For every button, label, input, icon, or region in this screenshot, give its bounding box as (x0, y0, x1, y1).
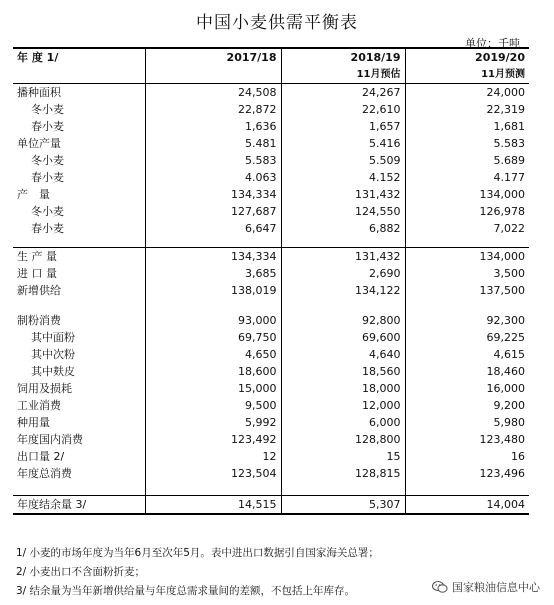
table-row (13, 363, 529, 380)
header-label: 年 度 1/ (13, 48, 145, 66)
row-label: 年度国内消费 (17, 433, 83, 446)
wechat-icon (432, 580, 448, 594)
cell-value: 22,319 (405, 101, 529, 118)
row-label: 冬小麦 (31, 154, 64, 167)
cell-value: 15 (281, 448, 405, 465)
cell-value: 4,615 (405, 346, 529, 363)
cell-value: 4.063 (145, 169, 281, 186)
table-row (13, 431, 529, 448)
header-subrow (13, 66, 529, 84)
row-label: 工业消费 (17, 399, 61, 412)
cell-value: 4.177 (405, 169, 529, 186)
table-row (13, 329, 529, 346)
cell-value: 123,504 (145, 465, 281, 482)
cell-value: 131,432 (281, 248, 405, 266)
cell-value: 1,657 (281, 118, 405, 135)
watermark-text: 国家粮油信息中心 (452, 581, 540, 594)
cell-value: 18,600 (145, 363, 281, 380)
row-label: 饲用及损耗 (17, 382, 72, 395)
cell-value: 18,000 (281, 380, 405, 397)
cell-value: 134,000 (405, 186, 529, 203)
footnote-1: 1/ 小麦的市场年度为当年6月至次年5月。表中进出口数据引自国家海关总署； (16, 547, 379, 559)
table-row (13, 220, 529, 237)
cell-value: 126,978 (405, 203, 529, 220)
cell-value: 4,640 (281, 346, 405, 363)
cell-value: 134,000 (405, 248, 529, 266)
row-label: 种用量 (17, 416, 50, 429)
cell-value: 5,980 (405, 414, 529, 431)
row-label: 冬小麦 (31, 103, 64, 116)
cell-value: 1,681 (405, 118, 529, 135)
cell-value: 12 (145, 448, 281, 465)
cell-value: 5.583 (145, 152, 281, 169)
table-row (13, 265, 529, 282)
cell-value: 7,022 (405, 220, 529, 237)
cell-value: 5.509 (281, 152, 405, 169)
cell-value: 6,000 (281, 414, 405, 431)
cell-value: 134,122 (281, 282, 405, 299)
cell-value: 124,550 (281, 203, 405, 220)
row-label: 年度结余量 3/ (13, 496, 145, 515)
cell-value: 123,496 (405, 465, 529, 482)
cell-value: 134,334 (145, 248, 281, 266)
cell-value: 5,992 (145, 414, 281, 431)
table-row (13, 152, 529, 169)
cell-value: 93,000 (145, 312, 281, 329)
cell-value: 92,300 (405, 312, 529, 329)
cell-value: 16,000 (405, 380, 529, 397)
cell-value: 6,882 (281, 220, 405, 237)
table-row (13, 169, 529, 186)
footnotes (16, 544, 379, 601)
cell-value: 5.689 (405, 152, 529, 169)
row-label: 其中麸皮 (31, 365, 75, 378)
cell-value: 15,000 (145, 380, 281, 397)
row-label: 新增供给 (17, 284, 61, 297)
table-row (13, 118, 529, 135)
cell-value: 22,872 (145, 101, 281, 118)
cell-value: 24,000 (405, 84, 529, 102)
header-2018-19-sub: 11月预估 (281, 66, 405, 84)
cell-value: 69,750 (145, 329, 281, 346)
cell-value: 69,600 (281, 329, 405, 346)
cell-value: 16 (405, 448, 529, 465)
unit-label: 单位：千吨 (465, 37, 520, 50)
cell-value: 5.583 (405, 135, 529, 152)
table-row (13, 312, 529, 329)
table-row (13, 282, 529, 299)
header-2018-19: 2018/19 (281, 48, 405, 66)
row-label: 其中面粉 (31, 331, 75, 344)
cell-value: 131,432 (281, 186, 405, 203)
footnote-3: 3/ 结余量为当年新增供给量与年度总需求量间的差额，不包括上年库存。 (16, 585, 356, 597)
cell-value: 123,480 (405, 431, 529, 448)
table-row (13, 84, 529, 102)
watermark (432, 579, 540, 595)
table-row (13, 186, 529, 203)
footnote-2: 2/ 小麦出口不含面粉折麦； (16, 566, 146, 578)
row-label: 年度总消费 (17, 467, 72, 480)
row-label: 播种面积 (17, 86, 61, 99)
row-label: 出口量 2/ (17, 450, 65, 463)
header-row (13, 48, 529, 66)
row-label: 产 量 (17, 188, 50, 201)
row-label: 制粉消费 (17, 314, 61, 327)
supply-demand-table (13, 47, 529, 515)
cell-value: 14,004 (405, 496, 529, 515)
row-label: 春小麦 (31, 222, 64, 235)
cell-value: 5,307 (281, 496, 405, 515)
cell-value: 5.416 (281, 135, 405, 152)
cell-value: 128,815 (281, 465, 405, 482)
cell-value: 18,560 (281, 363, 405, 380)
cell-value: 12,000 (281, 397, 405, 414)
table-row (13, 135, 529, 152)
row-label: 进 口 量 (17, 267, 57, 280)
table-title: 中国小麦供需平衡表 (196, 13, 358, 33)
table-row (13, 346, 529, 363)
table-row (13, 380, 529, 397)
row-label: 春小麦 (31, 120, 64, 133)
cell-value: 4.152 (281, 169, 405, 186)
cell-value: 134,334 (145, 186, 281, 203)
header-2019-20-sub: 11月预测 (405, 66, 529, 84)
row-label: 其中次粉 (31, 348, 75, 361)
cell-value: 137,500 (405, 282, 529, 299)
cell-value: 9,500 (145, 397, 281, 414)
table-row (13, 101, 529, 118)
table-row (13, 397, 529, 414)
table-row (13, 414, 529, 431)
row-label: 冬小麦 (31, 205, 64, 218)
row-label: 单位产量 (17, 137, 61, 150)
table-row (13, 203, 529, 220)
row-label: 春小麦 (31, 171, 64, 184)
cell-value: 123,492 (145, 431, 281, 448)
cell-value: 127,687 (145, 203, 281, 220)
cell-value: 5.481 (145, 135, 281, 152)
table-row (13, 496, 529, 515)
table-row (13, 248, 529, 266)
cell-value: 128,800 (281, 431, 405, 448)
header-2017-18: 2017/18 (145, 48, 281, 66)
cell-value: 22,610 (281, 101, 405, 118)
cell-value: 69,225 (405, 329, 529, 346)
row-label: 生 产 量 (17, 250, 57, 263)
cell-value: 14,515 (145, 496, 281, 515)
cell-value: 18,460 (405, 363, 529, 380)
cell-value: 24,508 (145, 84, 281, 102)
cell-value: 1,636 (145, 118, 281, 135)
cell-value: 3,500 (405, 265, 529, 282)
cell-value: 4,650 (145, 346, 281, 363)
cell-value: 2,690 (281, 265, 405, 282)
cell-value: 24,267 (281, 84, 405, 102)
cell-value: 92,800 (281, 312, 405, 329)
cell-value: 9,200 (405, 397, 529, 414)
cell-value: 3,685 (145, 265, 281, 282)
cell-value: 6,647 (145, 220, 281, 237)
header-2019-20: 2019/20 (405, 48, 529, 66)
table-row (13, 465, 529, 482)
table-row (13, 448, 529, 465)
cell-value: 138,019 (145, 282, 281, 299)
